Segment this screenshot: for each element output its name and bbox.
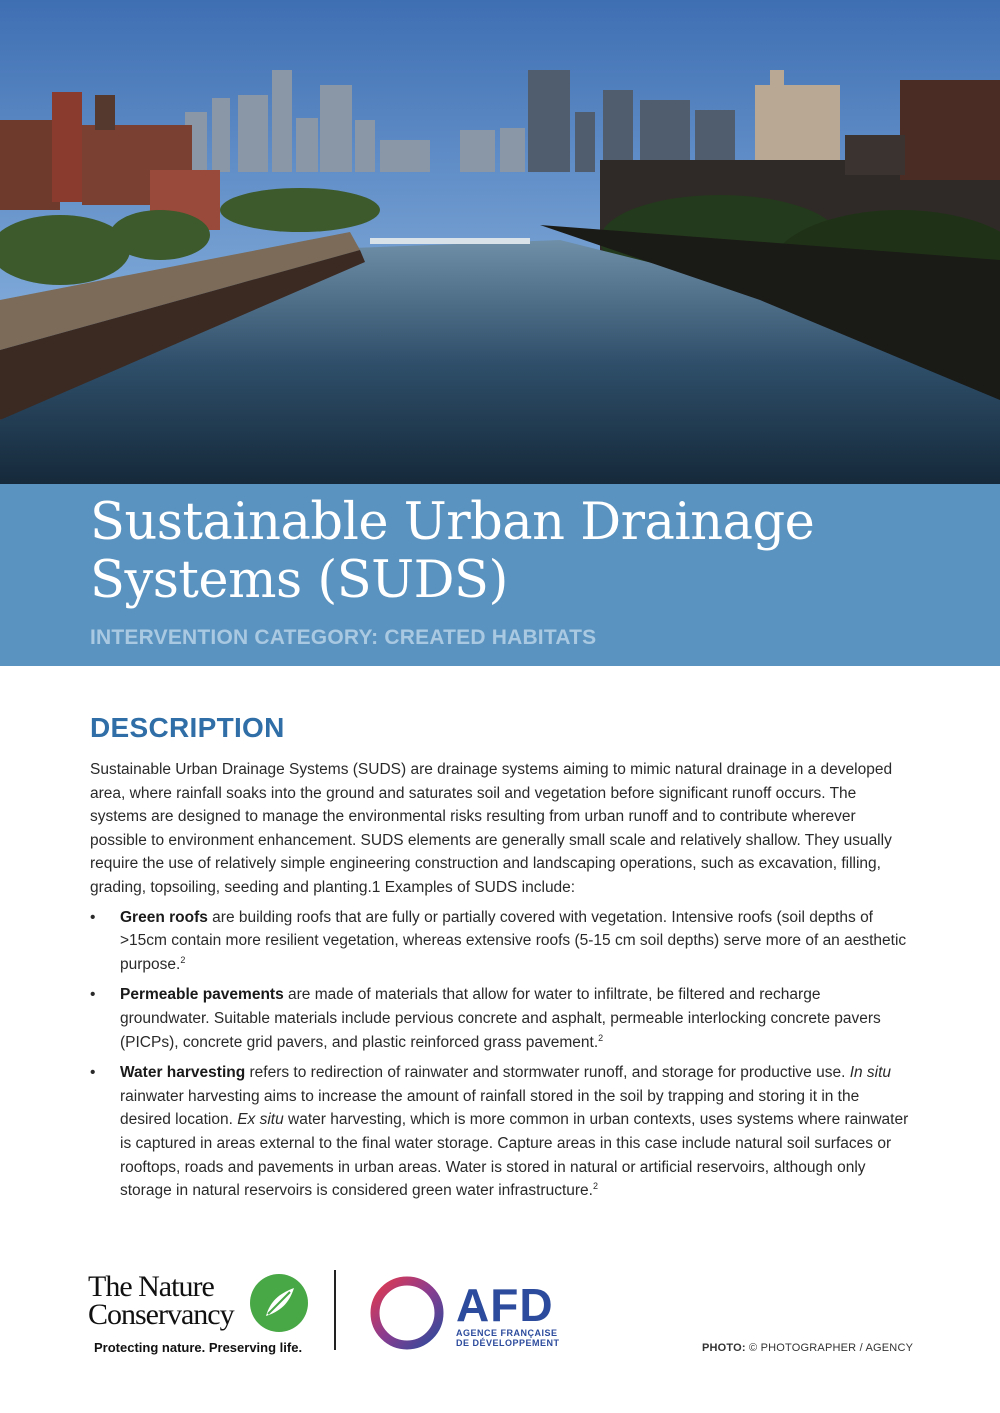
term-water-harvesting: Water harvesting bbox=[120, 1064, 246, 1082]
text-water-harvesting-b: rainwater harvesting aims to increase the amount of rainfall stored in the soil by trapping and storing it in the desired location. bbox=[120, 1087, 860, 1129]
photo-credit-label: PHOTO: bbox=[702, 1342, 746, 1354]
list-item-permeable-pavements bbox=[90, 983, 910, 1054]
em-in-situ: In situ bbox=[849, 1064, 892, 1082]
tnc-logo-line1: The Nature bbox=[88, 1270, 214, 1303]
afd-logo bbox=[364, 1270, 564, 1350]
partner-logos bbox=[88, 1262, 568, 1362]
text-water-harvesting-c: water harvesting, which is more common in urban contexts, uses systems where rainwater is captured in areas external to the final water storage. Capture areas in this case include natural soil surfaces or rooftops, roads and pavements in urban areas. Water is stored in natural or artificial reservoirs, although only storage in natural reservoirs is considered green water infrastructure. bbox=[120, 1111, 909, 1200]
list-item-green-roofs bbox=[90, 906, 910, 977]
tnc-tagline: Protecting nature. Preserving life. bbox=[94, 1340, 303, 1355]
hero-photo bbox=[0, 0, 1000, 484]
list-item-water-harvesting bbox=[90, 1061, 910, 1203]
text-water-harvesting-a: refers to redirection of rainwater and stormwater runoff, and storage for productive use. bbox=[245, 1064, 850, 1082]
photo-credit-text: © PHOTOGRAPHER / AGENCY bbox=[745, 1342, 914, 1354]
afd-subtitle bbox=[456, 1328, 560, 1348]
footnote-ref: 2 bbox=[598, 1032, 604, 1043]
description-body bbox=[90, 758, 910, 1210]
title-line-2: Systems (SUDS) bbox=[90, 551, 508, 610]
em-ex-situ: Ex situ bbox=[237, 1111, 284, 1129]
oak-leaf-icon bbox=[248, 1272, 310, 1334]
page-title bbox=[90, 494, 970, 610]
afd-subtitle-line1: AGENCE FRANÇAISE bbox=[456, 1328, 558, 1338]
bullet-icon: • bbox=[90, 986, 96, 1004]
term-permeable-pavements: Permeable pavements bbox=[120, 986, 284, 1004]
description-heading: DESCRIPTION bbox=[90, 712, 285, 743]
bullet-icon: • bbox=[90, 908, 96, 926]
text-permeable-pavements: are made of materials that allow for water to infiltrate, be filtered and recharge groundwater. Suitable materials include pervious concrete and asphalt, permeable interlocking concrete pavers (PICPs), concrete grid pavers, and plastic reinforced grass pavement. bbox=[120, 986, 881, 1051]
tnc-logo bbox=[88, 1266, 318, 1356]
footnote-ref: 2 bbox=[180, 954, 186, 965]
photo-credit bbox=[702, 1342, 913, 1354]
afd-wordmark: AFD bbox=[456, 1279, 554, 1331]
bullet-icon: • bbox=[90, 1064, 96, 1082]
tnc-logo-line2: Conservancy bbox=[88, 1298, 234, 1331]
title-line-1: Sustainable Urban Drainage bbox=[90, 493, 815, 552]
afd-subtitle-line2: DE DÉVELOPPEMENT bbox=[456, 1338, 560, 1348]
suds-examples-list bbox=[90, 906, 910, 1203]
description-intro: Sustainable Urban Drainage Systems (SUDS) are drainage systems aiming to mimic natural drainage in a developed area, where rainfall soaks into the ground and saturates soil and vegetation before significant runoff occurs. The systems are designed to manage the environmental risks resulting from urban runoff and to contribute wherever possible to environment enhancement. SUDS elements are generally small scale and relatively shallow. They usually require the use of relatively simple engineering construction and landscaping operations, such as excavation, filling, grading, topsoiling, seeding and planting.1 Examples of SUDS include: bbox=[90, 761, 893, 896]
term-green-roofs: Green roofs bbox=[120, 908, 208, 926]
intervention-category: INTERVENTION CATEGORY: CREATED HABITATS bbox=[90, 626, 597, 649]
text-green-roofs: are building roofs that are fully or partially covered with vegetation. Intensive roofs (soil depths of >15cm contain more resilient vegetation, whereas extensive roofs (5-15 cm soil depths) serve more of an aesthetic purpose. bbox=[120, 908, 907, 973]
logo-divider bbox=[334, 1270, 336, 1350]
footnote-ref: 2 bbox=[592, 1180, 598, 1191]
canal-cityscape-image bbox=[0, 0, 1000, 484]
afd-ring-icon bbox=[364, 1270, 450, 1356]
